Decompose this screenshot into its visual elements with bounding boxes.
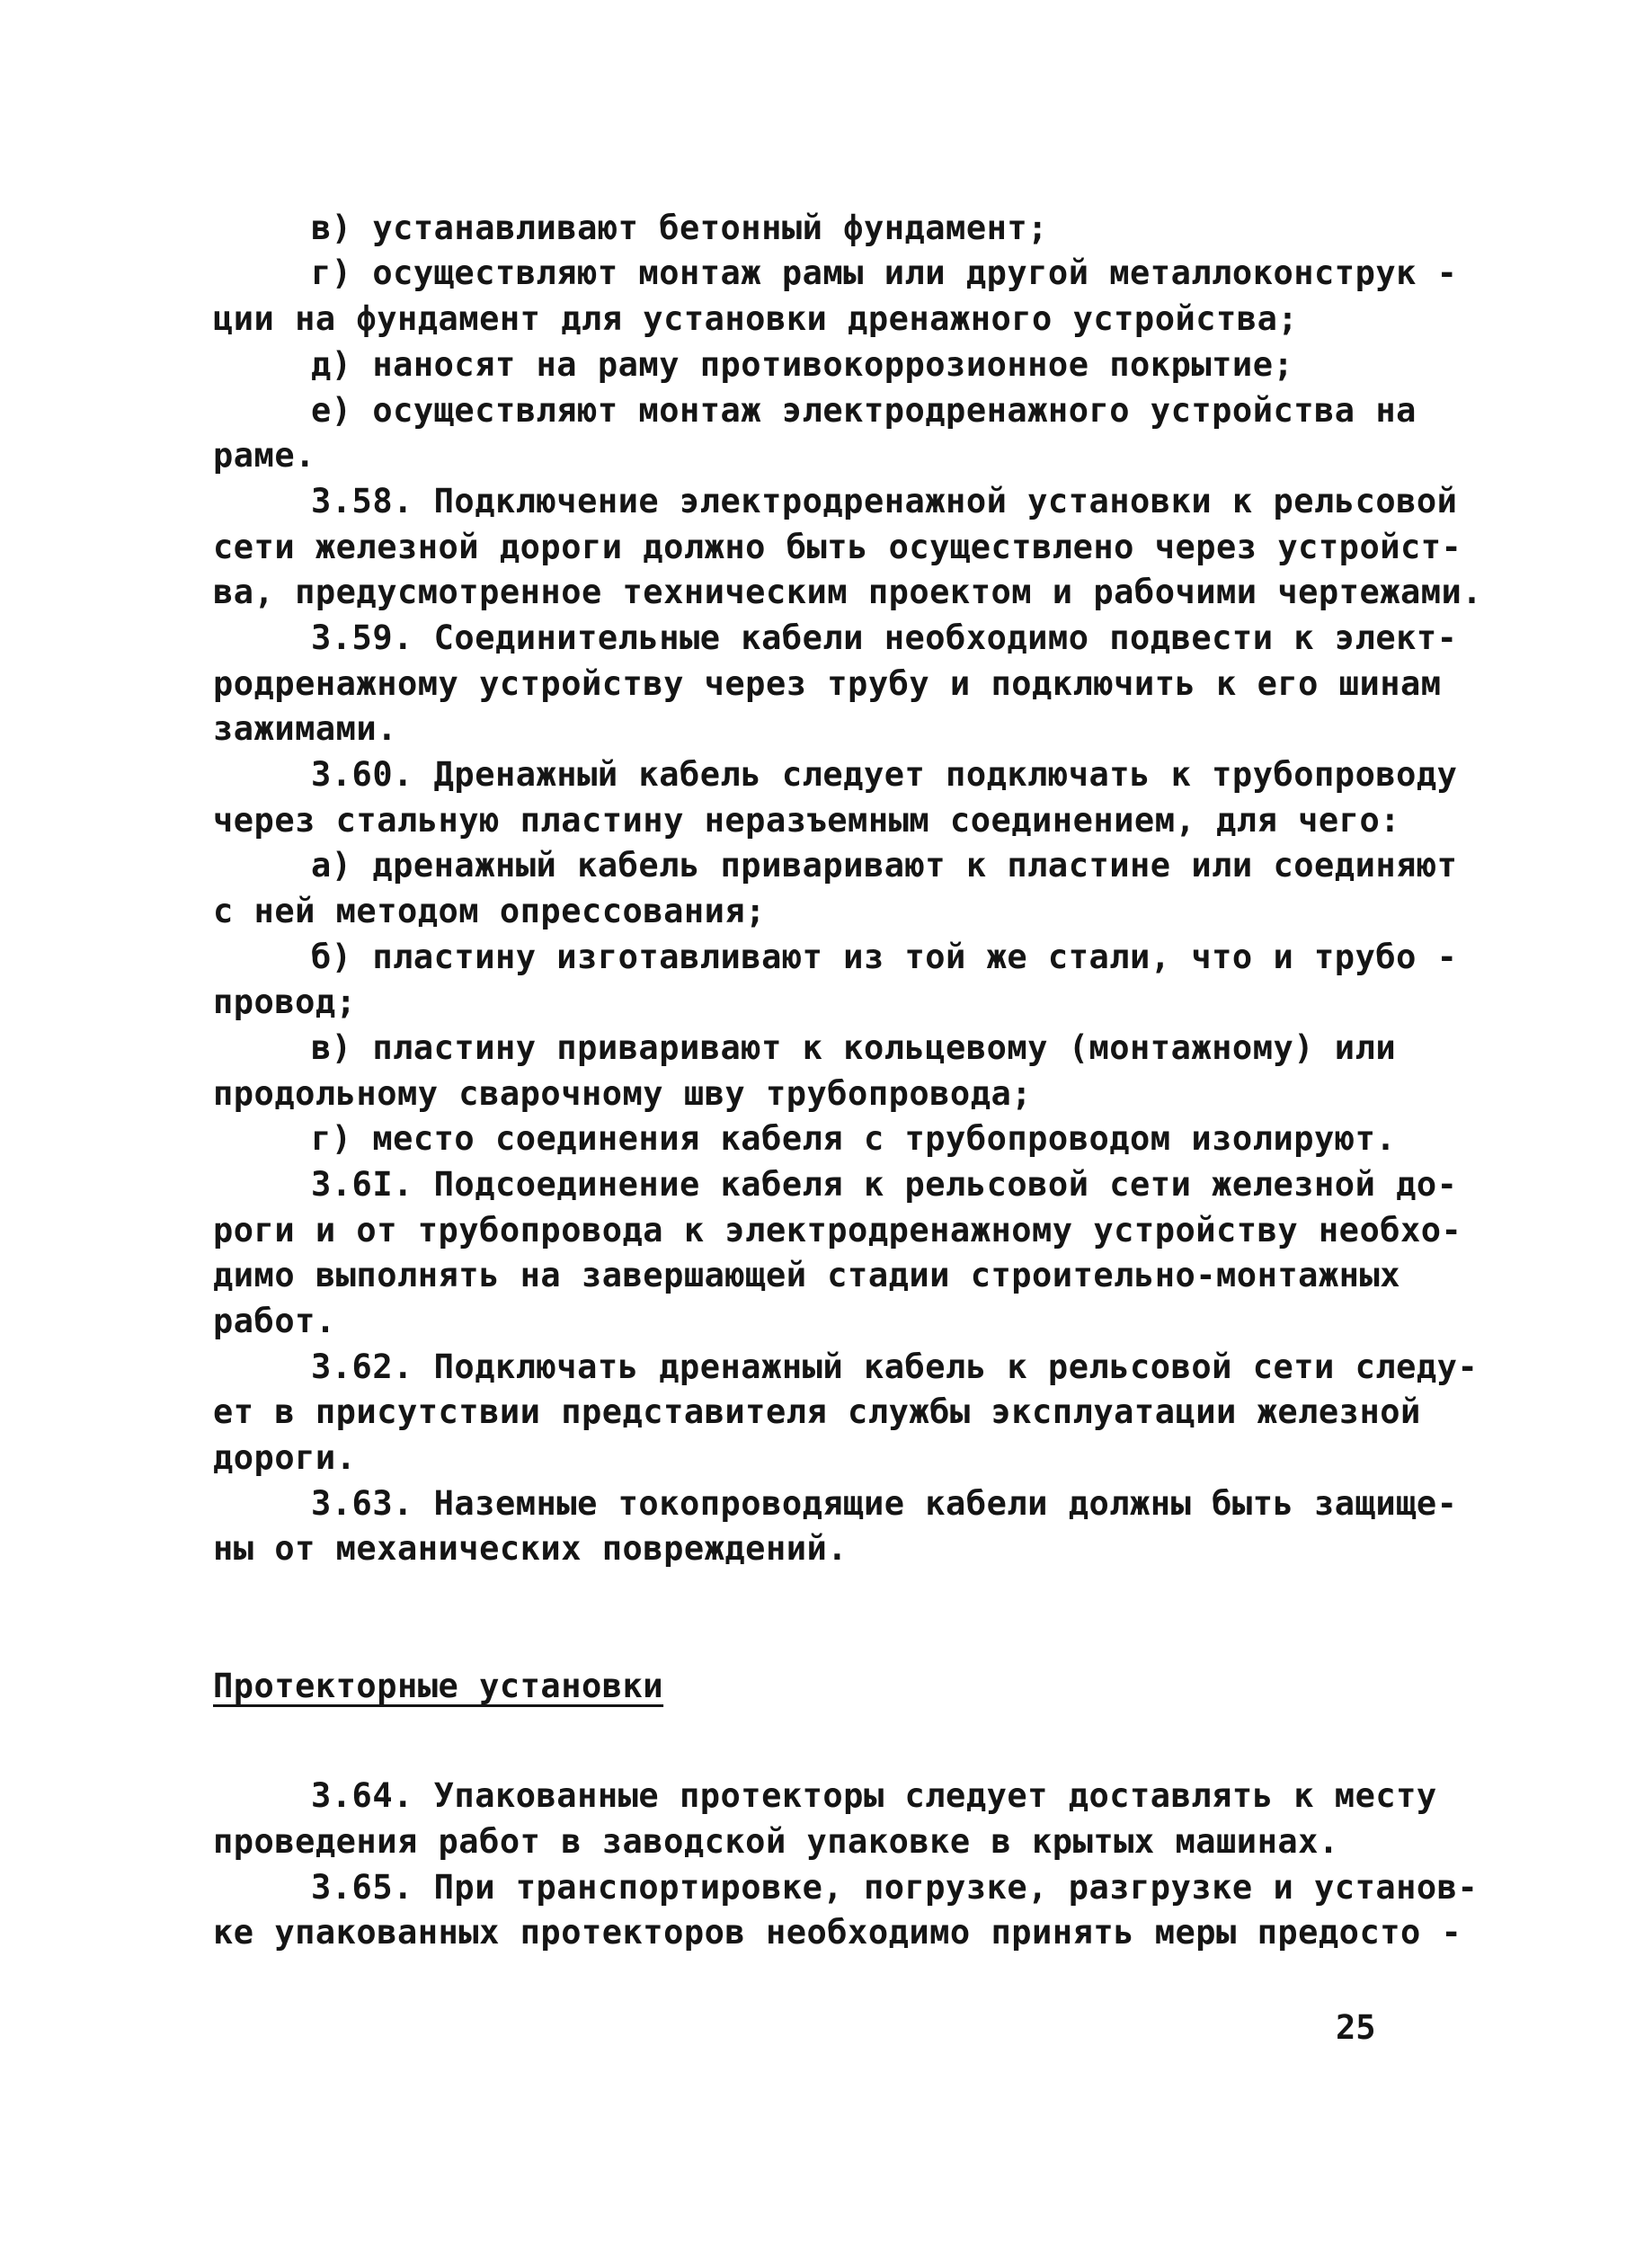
text-line: 3.63. Наземные токопроводящие кабели должны быть защище- — [311, 1484, 1458, 1523]
text-line: родренажному устройству через трубу и подключить к его шинам — [213, 664, 1442, 703]
text-line: 3.58. Подключение электродренажной установки к рельсовой — [311, 482, 1458, 520]
text-line: 3.60. Дренажный кабель следует подключать к трубопроводу — [311, 755, 1458, 794]
text-line: б) пластину изготавливают из той же стали, что и трубо - — [311, 938, 1458, 976]
text-line: продольному сварочному шву трубопровода; — [213, 1074, 1033, 1113]
text-line: работ. — [213, 1302, 336, 1340]
text-line: ва, предусмотренное техническим проектом и рабочими чертежами. — [213, 573, 1483, 611]
text-line: ны от механических повреждений. — [213, 1529, 849, 1568]
text-line: г) осуществляют монтаж рамы или другой металлоконструк - — [311, 253, 1458, 292]
text-line: ет в присутствии представителя службы эксплуатации железной — [213, 1392, 1421, 1431]
text-line: сети железной дороги должно быть осуществлено через устройст- — [213, 528, 1462, 566]
text-line: в) пластину приваривают к кольцевому (монтажному) или — [311, 1028, 1397, 1067]
text-line: 3.64. Упакованные протекторы следует доставлять к месту — [311, 1776, 1437, 1815]
text-line: димо выполнять на завершающей стадии строительно-монтажных — [213, 1256, 1401, 1294]
text-line: через стальную пластину неразъемным соединением, для чего: — [213, 801, 1401, 840]
text-line: 3.62. Подключать дренажный кабель к рельсовой сети следу- — [311, 1347, 1479, 1386]
text-line: в) устанавливают бетонный фундамент; — [311, 209, 1048, 247]
text-line: е) осуществляют монтаж электродренажного устройства на — [311, 391, 1417, 430]
text-line: провод; — [213, 983, 357, 1021]
page-number: 25 — [1336, 2008, 1376, 2047]
text-line: 3.6I. Подсоединение кабеля к рельсовой сети железной до- — [311, 1165, 1458, 1204]
text-line: раме. — [213, 436, 315, 475]
text-line: 3.65. При транспортировке, погрузке, разгрузке и установ- — [311, 1868, 1479, 1907]
text-line: дороги. — [213, 1438, 357, 1477]
text-line: г) место соединения кабеля с трубопроводом изолируют. — [311, 1119, 1397, 1158]
text-line: д) наносят на раму противокоррозионное покрытие; — [311, 345, 1294, 384]
text-line: ке упакованных протекторов необходимо принять меры предосто - — [213, 1913, 1462, 1952]
text-line: ции на фундамент для установки дренажного устройства; — [213, 299, 1299, 338]
text-line: проведения работ в заводской упаковке в крытых машинах. — [213, 1822, 1339, 1861]
text-line: с ней методом опрессования; — [213, 892, 766, 930]
text-line: 3.59. Соединительные кабели необходимо подвести к элект- — [311, 618, 1458, 657]
section-heading: Протекторные установки — [213, 1667, 664, 1705]
text-line: зажимами. — [213, 709, 397, 748]
text-line: роги и от трубопровода к электродренажному устройству необхо- — [213, 1211, 1462, 1250]
text-line: а) дренажный кабель приваривают к пластине или соединяют — [311, 846, 1458, 885]
